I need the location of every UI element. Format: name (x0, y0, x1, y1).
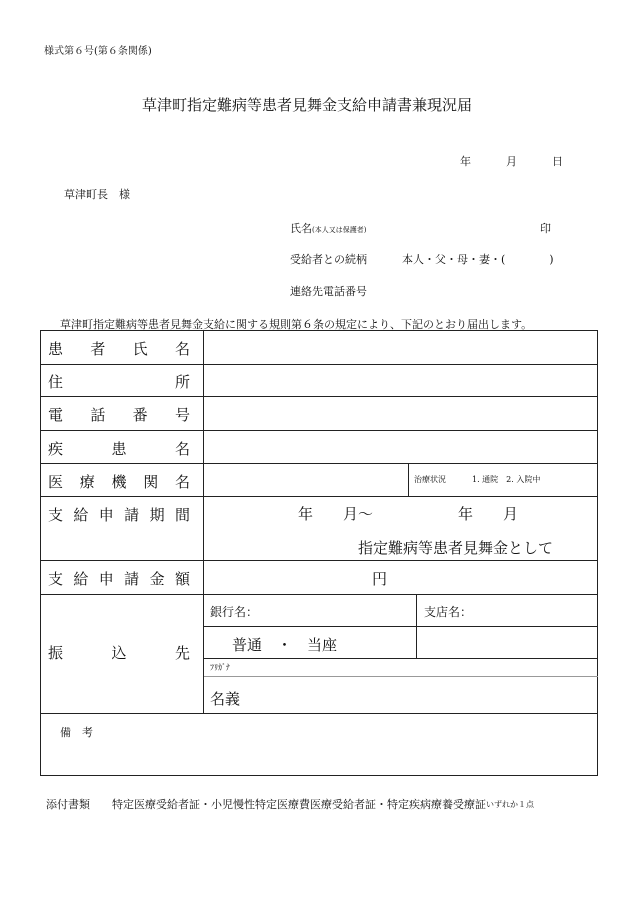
name-label: 氏名 (290, 222, 312, 235)
remarks-field[interactable] (41, 740, 597, 775)
addressee: 草津町長 様 (64, 188, 130, 201)
branch-name-label[interactable]: 支店名： (424, 605, 473, 619)
attachments-label: 添付書類 (46, 798, 90, 811)
period-from[interactable]: 年 月～ (298, 505, 374, 523)
label-institution: 医 療 機 関 名 (48, 473, 190, 491)
attachments-note: いずれか１点 (486, 800, 534, 809)
furigana-label[interactable]: ﾌﾘｶﾞﾅ (210, 663, 230, 672)
label-disease: 疾 患 名 (48, 440, 190, 458)
label-period: 支 給 申 請 期 間 (48, 506, 190, 524)
date-day: 日 (552, 155, 563, 168)
label-phone: 電 話 番 号 (48, 406, 190, 424)
patient-name-field[interactable] (204, 331, 597, 363)
amount-unit: 円 (372, 570, 388, 588)
disease-field[interactable] (204, 431, 597, 462)
treatment-status-options[interactable]: 1. 通院 2. 入院中 (472, 475, 541, 484)
address-field[interactable] (204, 365, 597, 395)
phone-label: 連絡先電話番号 (290, 285, 367, 298)
name-note: (本人又は保護者) (312, 226, 367, 234)
label-transfer: 振 込 先 (48, 644, 190, 662)
date-month: 月 (506, 155, 517, 168)
form-number: 様式第６号(第６条関係) (44, 46, 152, 57)
phone-field[interactable] (204, 397, 597, 429)
relation-label: 受給者との続柄 (290, 253, 367, 266)
institution-field[interactable] (204, 464, 407, 495)
label-address: 住 所 (48, 373, 190, 391)
date-year: 年 (460, 155, 471, 168)
label-amount: 支 給 申 請 金 額 (48, 570, 190, 588)
attachments-text: 特定医療受給者証・小児慢性特定医療費医療受給者証・特定疾病療養受療証 (112, 798, 486, 811)
treatment-status-label: 治療状況 (414, 475, 446, 484)
account-type[interactable]: 普通 ・ 当座 (232, 636, 338, 654)
intro-text: 草津町指定難病等患者見舞金支給に関する規則第６条の規定により、下記のとおり届出します。 (60, 318, 533, 331)
page-title: 草津町指定難病等患者見舞金支給申請書兼現況届 (142, 96, 473, 114)
holder-label[interactable]: 名義 (210, 690, 241, 708)
seal-mark: 印 (540, 222, 551, 235)
relation-options: 本人・父・母・妻・( ) (402, 253, 554, 266)
applicant-name-label (290, 220, 366, 236)
remarks-label: 備 考 (60, 726, 93, 739)
bank-name-label[interactable]: 銀行名： (210, 605, 259, 619)
period-to[interactable]: 年 月 (458, 505, 519, 523)
label-patient-name: 患 者 氏 名 (48, 340, 190, 358)
period-as-text: 指定難病等患者見舞金として (358, 539, 554, 557)
